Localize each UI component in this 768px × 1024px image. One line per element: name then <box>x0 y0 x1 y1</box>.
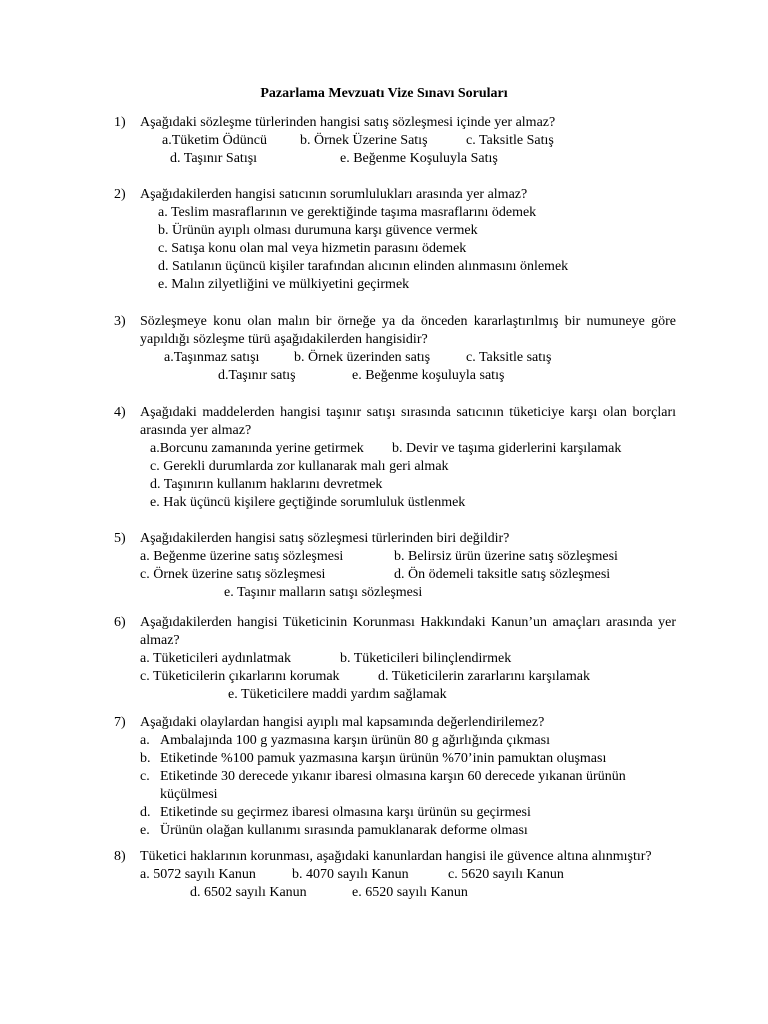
question-number: 4) <box>114 405 126 420</box>
question-7 <box>114 714 676 840</box>
option-e <box>140 822 676 840</box>
option-d: d. Taşınırın kullanım haklarını devretmek <box>150 477 383 492</box>
question-6 <box>114 614 676 704</box>
question-number: 8) <box>114 849 126 864</box>
option-b: b. Devir ve taşıma giderlerini karşılamak <box>392 441 622 456</box>
option-c: c. Tüketicilerin çıkarlarını korumak <box>140 669 340 684</box>
option-b: b. Belirsiz ürün üzerine satış sözleşmesi <box>394 549 618 564</box>
option-c: c. Satışa konu olan mal veya hizmetin parasını ödemek <box>158 241 467 256</box>
question-number: 5) <box>114 531 126 546</box>
option-text: Etiketinde 30 derecede yıkanır ibaresi olmasına karşın 60 derecede yıkanan ürünün küçülmesi <box>160 769 626 802</box>
options <box>114 732 676 840</box>
option-e: e. Beğenme Koşuluyla Satış <box>340 151 498 166</box>
options <box>114 132 676 168</box>
question-text: Aşağıdaki olaylardan hangisi ayıplı mal kapsamında değerlendirilemez? <box>140 715 545 730</box>
option-a: a.Taşınmaz satışı <box>164 350 260 365</box>
option-a: a.Borcunu zamanında yerine getirmek <box>150 441 364 456</box>
option-e: e. Taşınır malların satışı sözleşmesi <box>224 585 423 600</box>
option-e: e. Hak üçüncü kişilere geçtiğinde sorumluluk üstlenmek <box>150 495 466 510</box>
question-number: 2) <box>114 187 126 202</box>
question-text: Tüketici haklarının korunması, aşağıdaki kanunlardan hangisi ile güvence altına alınmıştır? <box>140 849 652 864</box>
option-d <box>140 804 676 822</box>
option-c: c. Gerekli durumlarda zor kullanarak malı geri almak <box>150 459 449 474</box>
question-2 <box>114 186 676 294</box>
option-b: b. Örnek üzerinden satış <box>294 350 431 365</box>
question-text: Aşağıdakilerden hangisi satıcının sorumlulukları arasında yer almaz? <box>140 187 528 202</box>
option-label: a. <box>140 733 150 748</box>
option-c: c. Taksitle Satış <box>466 133 554 148</box>
question-1 <box>114 114 676 168</box>
option-b: b. Ürünün ayıplı olması durumuna karşı güvence vermek <box>158 223 478 238</box>
question-5 <box>114 530 676 602</box>
option-e: e. Beğenme koşuluyla satış <box>352 368 505 383</box>
option-text: Etiketinde su geçirmez ibaresi olmasına karşı ürünün su geçirmesi <box>160 805 531 820</box>
options <box>114 866 676 902</box>
option-d: d. Taşınır Satışı <box>170 151 258 166</box>
question-number: 7) <box>114 715 126 730</box>
option-text: Etiketinde %100 pamuk yazmasına karşın ürünün %70’inin pamuktan oluşması <box>160 751 607 766</box>
option-c <box>140 768 676 804</box>
options <box>114 204 676 294</box>
question-number: 3) <box>114 314 126 329</box>
question-text: Aşağıdakilerden hangisi satış sözleşmesi türlerinden biri değildir? <box>140 531 510 546</box>
option-a: a. Teslim masraflarının ve gerektiğinde taşıma masraflarını ödemek <box>158 205 537 220</box>
question-text: Aşağıdaki maddelerden hangisi taşınır satışı sırasında satıcının tüketiciye karşı olan borçları arasında yer almaz? <box>140 405 676 438</box>
option-label: b. <box>140 751 151 766</box>
option-e: e. Tüketicilere maddi yardım sağlamak <box>228 687 447 702</box>
option-text: Ambalajında 100 g yazmasına karşın ürünün 80 g ağırlığında çıkması <box>160 733 550 748</box>
question-text: Sözleşmeye konu olan malın bir örneğe ya da önceden kararlaştırılmış bir numuneye göre yapıldığı sözleşme türü aşağıdakilerden hangisidir? <box>140 314 676 347</box>
question-8 <box>114 848 676 902</box>
option-label: e. <box>140 823 150 838</box>
option-d: d. Satılanın üçüncü kişiler tarafından alıcının elinden alınmasını önlemek <box>158 259 569 274</box>
option-c: c. 5620 sayılı Kanun <box>448 867 564 882</box>
option-b: b. Örnek Üzerine Satış <box>300 133 428 148</box>
option-c: c. Örnek üzerine satış sözleşmesi <box>140 567 326 582</box>
option-a: a. 5072 sayılı Kanun <box>140 867 256 882</box>
option-d: d. Tüketicilerin zararlarını karşılamak <box>378 669 590 684</box>
option-text: Ürünün olağan kullanımı sırasında pamuklanarak deforme olması <box>160 823 528 838</box>
option-c: c. Taksitle satış <box>466 350 552 365</box>
option-d: d. 6502 sayılı Kanun <box>190 885 307 900</box>
option-a <box>140 732 676 750</box>
question-text: Aşağıdakilerden hangisi Tüketicinin Korunması Hakkındaki Kanun’un amaçları arasında yer almaz? <box>140 615 676 648</box>
page-title: Pazarlama Mevzuatı Vize Sınavı Soruları <box>260 86 508 101</box>
option-a: a.Tüketim Ödüncü <box>162 133 267 148</box>
option-label: d. <box>140 805 151 820</box>
question-4 <box>114 404 676 512</box>
option-label: c. <box>140 769 150 784</box>
question-text: Aşağıdaki sözleşme türlerinden hangisi satış sözleşmesi içinde yer almaz? <box>140 115 556 130</box>
question-3 <box>114 313 676 385</box>
option-b <box>140 750 676 768</box>
options <box>114 458 676 512</box>
option-d: d.Taşınır satış <box>218 368 296 383</box>
option-d: d. Ön ödemeli taksitle satış sözleşmesi <box>394 567 611 582</box>
option-a: a. Tüketicileri aydınlatmak <box>140 651 291 666</box>
options <box>114 548 676 602</box>
option-b: b. Tüketicileri bilinçlendirmek <box>340 651 512 666</box>
option-a: a. Beğenme üzerine satış sözleşmesi <box>140 549 344 564</box>
question-number: 1) <box>114 115 126 130</box>
question-number: 6) <box>114 615 126 630</box>
option-b: b. 4070 sayılı Kanun <box>292 867 409 882</box>
options <box>114 349 676 385</box>
options-row <box>114 440 676 458</box>
option-e: e. 6520 sayılı Kanun <box>352 885 468 900</box>
options <box>114 650 676 704</box>
option-e: e. Malın zilyetliğini ve mülkiyetini geçirmek <box>158 277 410 292</box>
